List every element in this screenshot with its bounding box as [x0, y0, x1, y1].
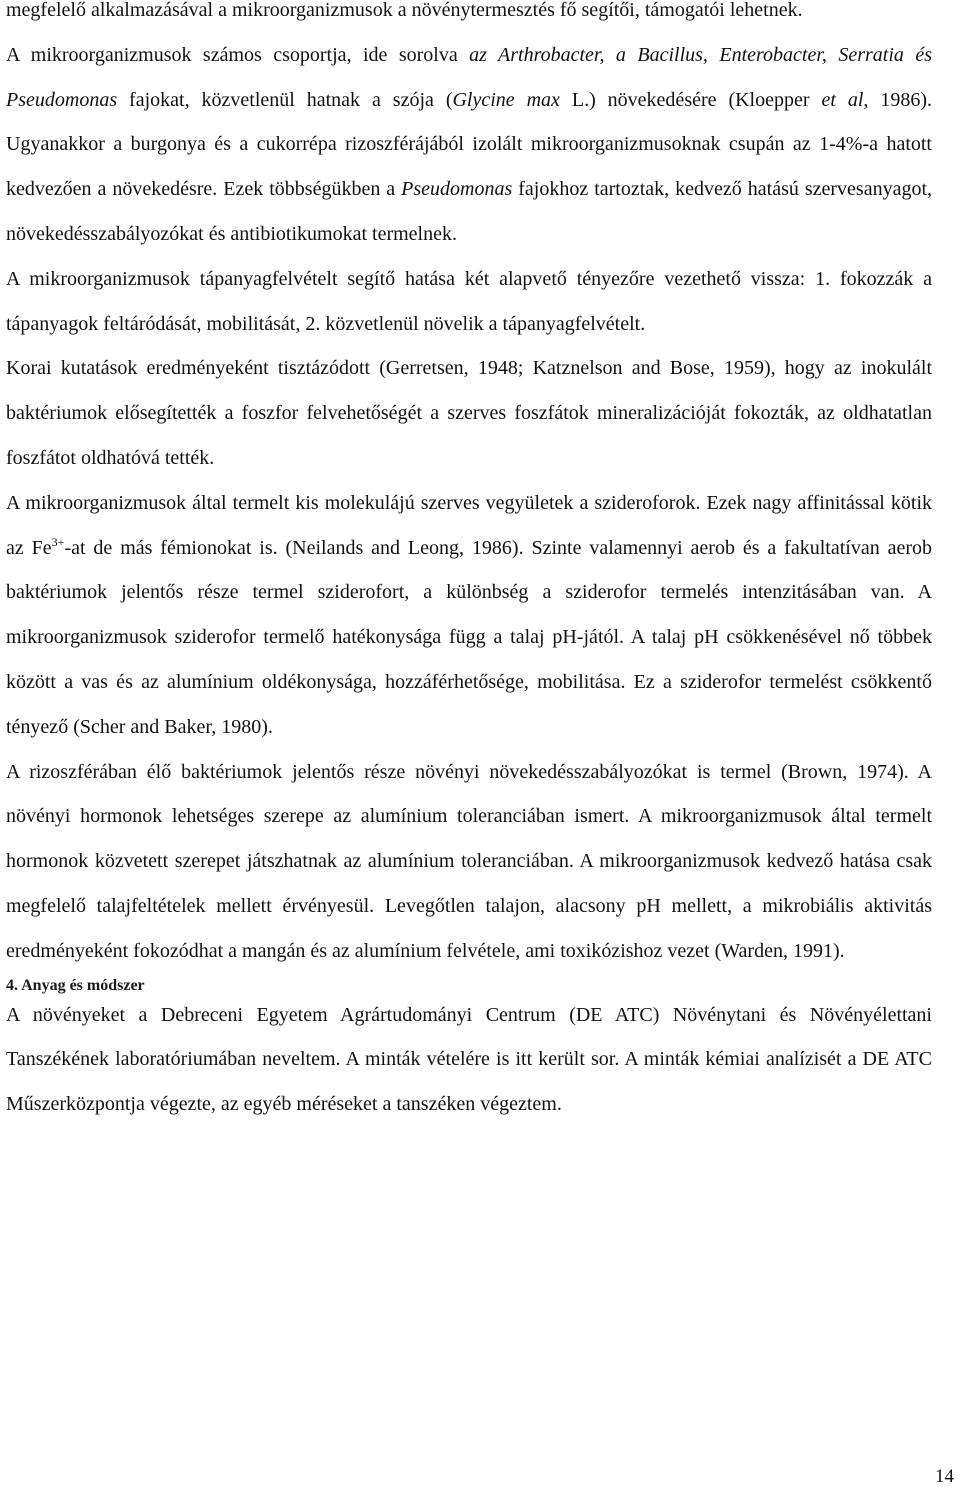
italic-text: Pseudomonas — [401, 178, 513, 201]
text-segment: Korai kutatások eredményeként tisztázódott (Gerretsen, 1948; Katznelson and Bose, 1959), hogy az inokulált baktériumok elősegítették a foszfor felvehetőségét a szerves foszfátok mineralizációját fokozták, az oldhatatlan foszfátot oldhatóvá tették. — [6, 357, 932, 469]
paragraph — [6, 0, 932, 33]
paragraph — [6, 346, 932, 480]
page-number: 14 — [935, 1466, 954, 1487]
italic-text: az Arthrobacter, a Bacillus, Enterobacter, Serratia és Pseudomonas — [6, 43, 933, 111]
text-segment: A mikroorganizmusok számos csoportja, ide sorolva — [6, 43, 470, 66]
italic-text: Glycine max — [452, 88, 560, 111]
text-segment: fajokat, közvetlenül hatnak a szója ( — [117, 88, 453, 111]
text-segment: -at de más fémionokat is. (Neilands and Leong, 1986). Szinte valamennyi aerob és a fakultatívan aerob baktériumok jelentős része termel sziderofort, a különbség a sziderofor termelés intenzitásában van. A mikroorganizmusok sziderofor termelő hatékonysága függ a talaj pH-jától. A talaj pH csökkenésével nő többek között a vas és az alumínium oldékonysága, hozzáférhetősége, mobilitása. Ez a sziderofor termelést csökkentő tényező (Scher and Baker, 1980). — [6, 536, 932, 738]
italic-text: et al — [821, 88, 864, 111]
text-segment: L.) növekedésére (Kloepper — [559, 88, 822, 111]
section-heading: 4. Anyag és módszer — [6, 976, 145, 994]
paragraph — [6, 750, 932, 974]
document-page — [6, 0, 932, 1127]
paragraph — [6, 993, 932, 1127]
paragraph — [6, 481, 932, 750]
text-segment: A mikroorganizmusok tápanyagfelvételt segítő hatása két alapvető tényezőre vezethető vissza: 1. fokozzák a tápanyagok feltáródását, mobilitását, 2. közvetlenül növelik a tápanyagfelvételt. — [6, 267, 932, 335]
body-text — [6, 0, 932, 974]
text-segment: A mikroorganizmusok által termelt kis molekulájú szerves vegyületek a szideroforok. Ezek nagy affinitással kötik az Fe — [6, 491, 932, 559]
text-segment: A rizoszférában élő baktériumok jelentős része növényi növekedésszabályozókat is termel (Brown, 1974). A növényi hormonok lehetséges szerepe az alumínium toleranciában ismert. A mikroorganizmusok által termelt hormonok közvetett szerepet játszhatnak az alumínium toleranciában. A mikroorganizmusok kedvező hatása csak megfelelő talajfeltételek mellett érvényesül. Levegőtlen talajon, alacsony pH mellett, a mikrobiális aktivitás eredményeként fokozódhat a mangán és az alumínium felvétele, ami toxikózishoz vezet (Warden, 1991). — [6, 760, 932, 962]
text-segment: A növényeket a Debreceni Egyetem Agrártudományi Centrum (DE ATC) Növénytani és Növényélettani Tanszékének laboratóriumában neveltem. A minták vételére is itt került sor. A minták kémiai analízisét a DE ATC Műszerközpontja végezte, az egyéb méréseket a tanszéken végeztem. — [6, 1003, 932, 1116]
paragraph — [6, 257, 932, 347]
text-segment: fajokhoz tartoztak, kedvező hatású szervesanyagot, növekedésszabályozókat és antibiotikumokat termelnek. — [6, 178, 933, 245]
text-segment: megfelelő alkalmazásával a mikroorganizmusok a növénytermesztés fő segítői, támogatói lehetnek. — [6, 0, 803, 21]
paragraph — [6, 33, 932, 257]
section-body-text — [6, 993, 932, 1127]
superscript-text: 3+ — [51, 534, 65, 549]
text-segment: , 1986). Ugyanakkor a burgonya és a cukorrépa rizoszférájából izolált mikroorganizmusoknak csupán az 1-4%-a hatott kedvezően a növekedésre. Ezek többségükben a — [6, 88, 932, 201]
